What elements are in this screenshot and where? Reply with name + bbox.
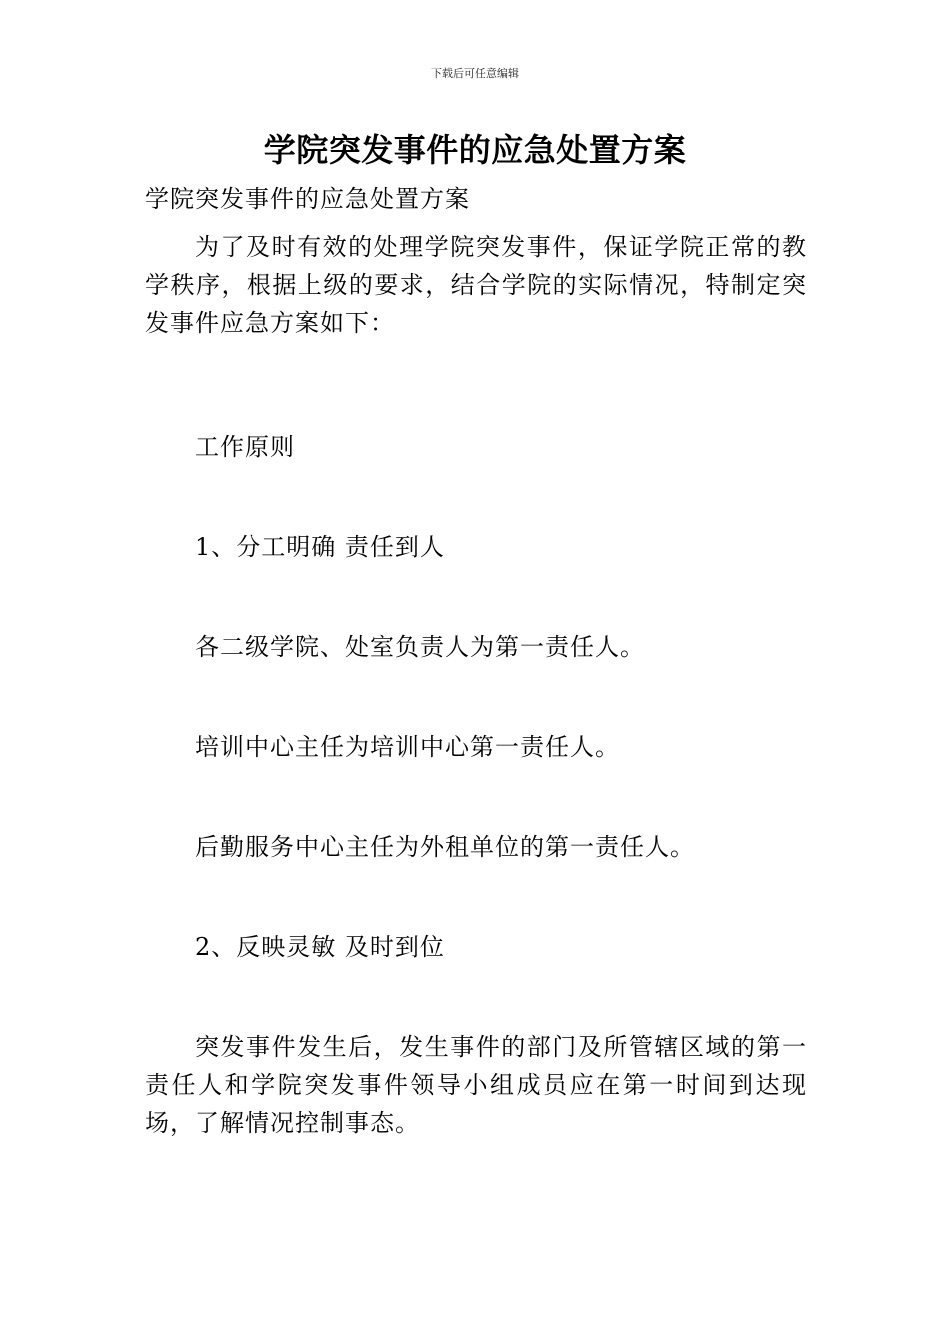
section-heading-principle: 工作原则 xyxy=(195,433,295,461)
intro-paragraph: 为了及时有效的处理学院突发事件，保证学院正常的教学秩序，根据上级的要求，结合学院的实际情况，特制定突发事件应急方案如下： xyxy=(145,233,807,337)
principle-item-2: 2、反映灵敏 及时到位 xyxy=(195,933,445,961)
document-title: 学院突发事件的应急处置方案 xyxy=(263,131,687,169)
header-note: 下载后可任意编辑 xyxy=(431,67,519,80)
duty-paragraph-training-center: 培训中心主任为培训中心第一责任人。 xyxy=(195,733,620,761)
duty-paragraph-departments: 各二级学院、处室负责人为第一责任人。 xyxy=(195,633,645,661)
duty-paragraph-logistics: 后勤服务中心主任为外租单位的第一责任人。 xyxy=(195,833,695,861)
response-paragraph: 突发事件发生后，发生事件的部门及所管辖区域的第一责任人和学院突发事件领导小组成员应在第一时间到达现场，了解情况控制事态。 xyxy=(145,1033,807,1137)
principle-item-1: 1、分工明确 责任到人 xyxy=(195,533,445,561)
document-subtitle: 学院突发事件的应急处置方案 xyxy=(145,185,470,213)
